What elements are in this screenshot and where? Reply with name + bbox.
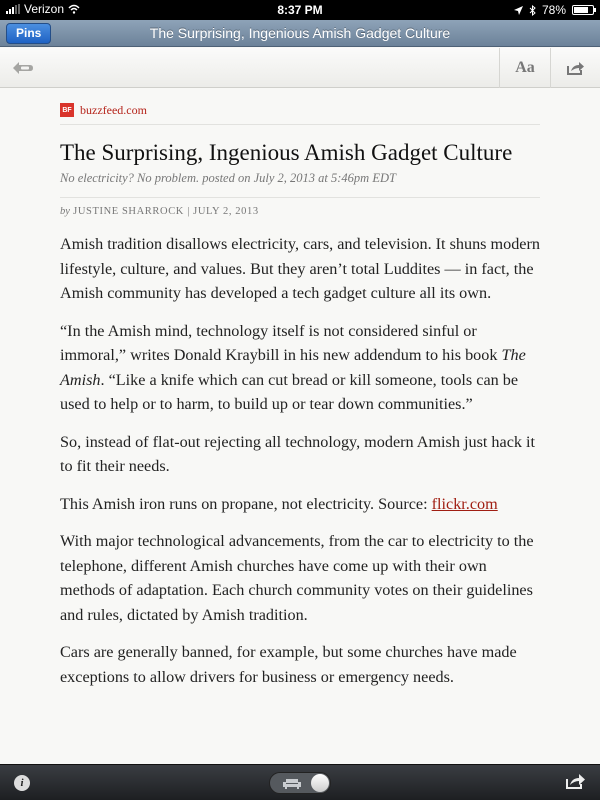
navigation-bar — [0, 20, 600, 47]
share-icon — [566, 773, 586, 789]
paragraph-4-text: This Amish iron runs on propane, not electricity. Source: — [60, 494, 432, 513]
book-title: The Amish — [60, 346, 526, 389]
buzzfeed-logo-icon: BF — [60, 103, 74, 117]
bottom-bar — [0, 764, 600, 800]
byline-author-date: JUSTINE SHARROCK | JULY 2, 2013 — [73, 206, 259, 217]
article — [60, 100, 540, 689]
carrier-name: Verizon — [24, 2, 65, 16]
paragraph-1: Amish tradition disallows electricity, cars, and television. It shuns modern lifestyle, culture, and values. But they aren’t total Luddites — in fact, the Amish community has developed a tech gadget culture all its own. — [60, 235, 540, 302]
share-bottom-button[interactable] — [566, 773, 586, 794]
flickr-source-link[interactable]: flickr.com — [431, 494, 498, 513]
share-button[interactable] — [550, 48, 600, 88]
reader-mode-toggle[interactable] — [269, 772, 331, 794]
couch-icon — [283, 778, 301, 789]
source-row — [60, 100, 540, 120]
byline — [60, 206, 540, 217]
bluetooth-icon — [529, 5, 536, 16]
font-settings-button[interactable]: Aa — [499, 48, 550, 88]
divider — [60, 124, 540, 125]
article-title: The Surprising, Ingenious Amish Gadget Culture — [60, 140, 513, 165]
byline-by: by — [60, 206, 70, 217]
pins-back-button[interactable]: Pins — [6, 23, 51, 44]
share-icon — [567, 61, 585, 75]
paragraph-5: With major technological advancements, from the car to electricity to the telephone, different Amish churches have come up with their own methods of adaptation. Each church community votes on their guidelines and rules, dictated by Amish tradition. — [60, 532, 534, 624]
status-bar — [0, 0, 600, 20]
status-time: 8:37 PM — [277, 3, 323, 17]
paragraph-2-text-end: . “Like a knife which can cut bread or kill someone, tools can be used to help or to harm, to build up or tear down communities.” — [60, 370, 519, 413]
battery-icon — [572, 5, 594, 15]
paragraph-2-text: “In the Amish mind, technology itself is not considered sinful or immoral,” writes Donald Kraybill in his new addendum to his book — [60, 321, 502, 364]
reader-toolbar — [0, 48, 600, 88]
status-right — [514, 3, 594, 17]
location-arrow-icon — [514, 6, 523, 15]
divider — [60, 197, 540, 198]
paragraph-6: Cars are generally banned, for example, but some churches have made exceptions to allow drivers for business or emergency needs. — [60, 643, 517, 686]
article-subtitle: No electricity? No problem. posted on July 2, 2013 at 5:46pm EDT — [60, 171, 396, 185]
battery-level — [574, 7, 588, 13]
battery-percent: 78% — [541, 3, 566, 17]
toggle-knob[interactable] — [311, 774, 329, 792]
source-link[interactable]: buzzfeed.com — [80, 102, 147, 117]
paragraph-4 — [60, 492, 540, 517]
info-icon[interactable]: i — [14, 775, 30, 791]
back-arrow-icon[interactable] — [10, 58, 36, 78]
paragraph-2 — [60, 319, 540, 417]
paragraph-3: So, instead of flat-out rejecting all technology, modern Amish just hack it to fit their needs. — [60, 432, 536, 475]
nav-title: The Surprising, Ingenious Amish Gadget Culture — [149, 25, 451, 41]
